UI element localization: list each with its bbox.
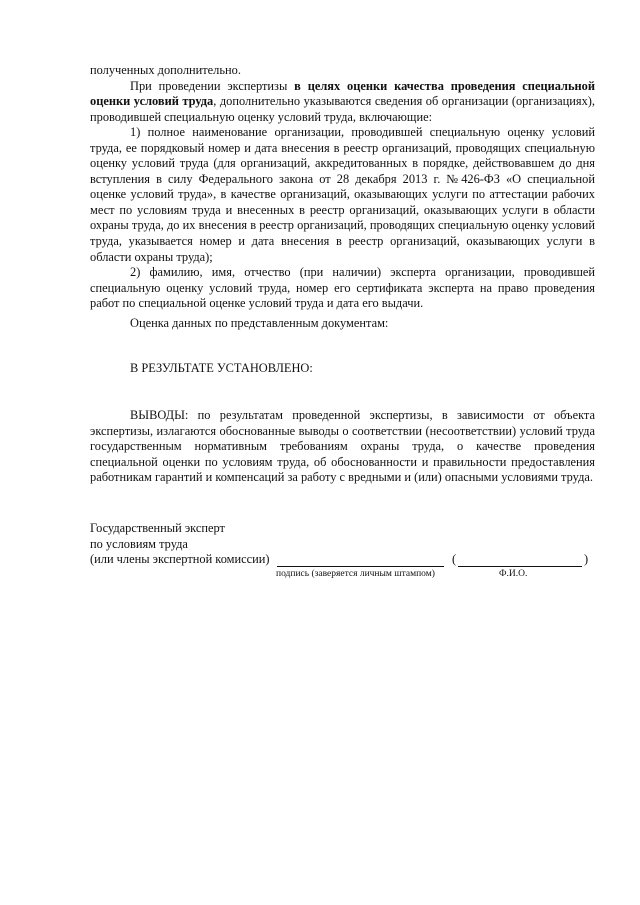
list-item-2: 2) фамилию, имя, отчество (при наличии) эксперта организации, проводившей специальную оценку условий труда, номер его сертификата эксперта на право проведения работ по специальной оценке условий труда и дата его выдачи. [90,265,595,311]
paragraph-bold-phrase: в целях оценки качества проведения специальной оценки условий труда [90,78,596,109]
paragraph-lead: При проведении экспертизы [130,78,295,93]
conclusions-paragraph: ВЫВОДЫ: по результатам проведенной экспертизы, в зависимости от объекта экспертизы, излагаются обоснованные выводы о соответствии (несоответствии) условий труда государственным нормативным требованиям охраны труда, о качестве проведения специальной оценки по условиям труда, об обоснованности и правильности предоставления работникам гарантий и компенсаций за работу с вредными и (или) опасными условиями труда. [90,408,595,485]
name-line [458,566,582,567]
paragraph-rest: , дополнительно указываются сведения об организации (организациях), проводившей специальную оценку условий труда, включающие: [90,94,595,124]
signer-title-line1: Государственный эксперт [90,521,225,535]
signature-caption: подпись (заверяется личным штампом) [276,569,435,579]
name-open-paren: ( [452,552,457,566]
signer-title-line2: по условиям труда [90,536,188,551]
signature-line [277,566,444,567]
name-close-paren: ) [584,552,589,566]
assessment-heading: Оценка данных по представленным документам: [130,316,389,330]
list-item-1: 1) полное наименование организации, проводившей специальную оценку условий труда, ее порядковый номер и дата внесения в реестр организаций, проводящих специальную оценку условий труда (для организаций, аккредитованных в порядке, действовавшем до дня вступления в силу Федерального закона от 28 декабря 2013 г. №426-ФЗ «О специальной оценке условий труда», в качестве организаций, оказывающих услуги по аттестации рабочих мест по условиям труда и внесенных в реестр организаций, оказывающих услуги в области охраны труда, до их внесения в реестр организаций, проводящих специальную оценку условий труда, указывается номер и дата внесения в реестр организаций, оказывающих услуги в области охраны труда); [90,125,595,264]
established-heading: В РЕЗУЛЬТАТЕ УСТАНОВЛЕНО: [130,361,313,375]
paragraph-continuation: полученных дополнительно. [90,63,241,77]
signature-block [90,521,595,579]
established-section [90,361,595,377]
conclusions-section [90,408,595,486]
paragraph-expertise-purpose [90,79,595,126]
assessment-section [90,316,595,332]
intro-section [90,63,595,312]
name-caption: Ф.И.О. [499,569,528,579]
signer-title-line3: (или члены экспертной комиссии) [90,552,270,566]
